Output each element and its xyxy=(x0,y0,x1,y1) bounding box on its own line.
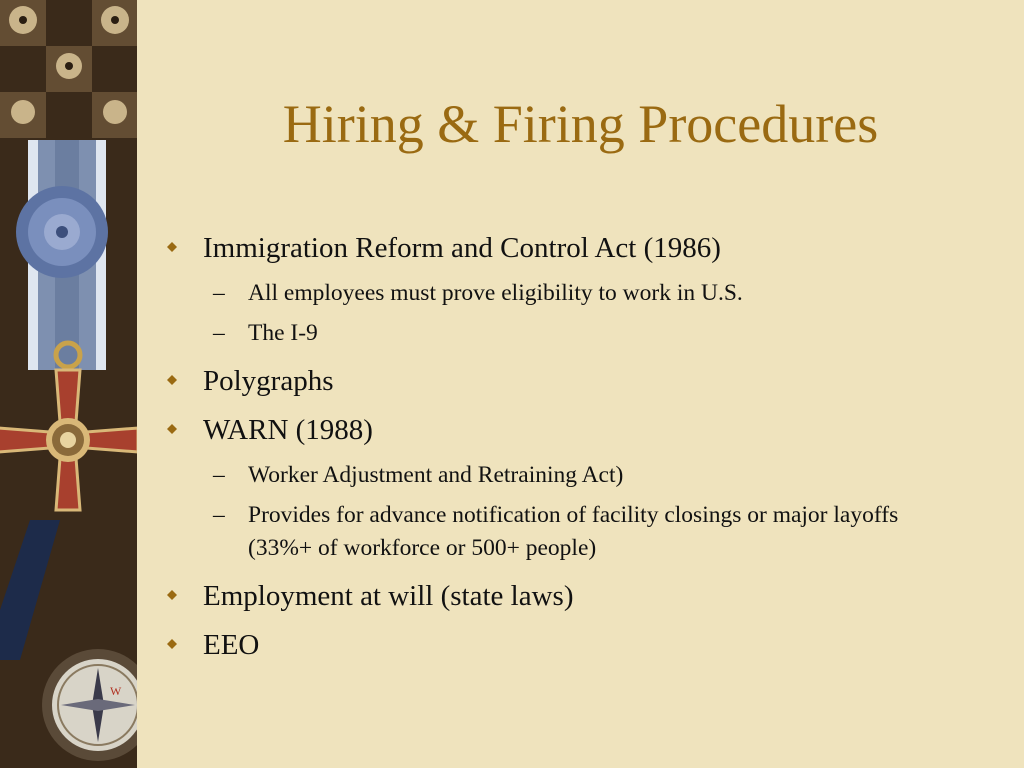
diamond-bullet-icon xyxy=(167,375,177,385)
sub-list-item xyxy=(165,499,965,565)
diamond-bullet-icon xyxy=(167,639,177,649)
list-item-text: Employment at will (state laws) xyxy=(203,580,574,612)
list-item xyxy=(165,228,965,268)
sub-list-item-text: Provides for advance notification of facility closings or major layoffs (33%+ of workforce or 500+ people) xyxy=(248,502,899,561)
list-item-text: Immigration Reform and Control Act (1986) xyxy=(203,232,721,264)
sub-list-item xyxy=(165,317,965,350)
bullet-list xyxy=(165,228,965,674)
list-item xyxy=(165,410,965,450)
sub-list-item-text: Worker Adjustment and Retraining Act) xyxy=(248,462,624,488)
dash-bullet: – xyxy=(213,320,225,346)
decorative-medal-panel xyxy=(0,0,137,768)
list-item xyxy=(165,576,965,616)
dash-bullet: – xyxy=(213,502,225,528)
diamond-bullet-icon xyxy=(167,424,177,434)
list-item-text: Polygraphs xyxy=(203,365,334,397)
dash-bullet: – xyxy=(213,462,225,488)
diamond-bullet-icon xyxy=(167,242,177,252)
sub-list-item xyxy=(165,459,965,492)
list-item-text: WARN (1988) xyxy=(203,414,373,446)
sub-list-item xyxy=(165,277,965,310)
slide-title: Hiring & Firing Procedures xyxy=(282,94,879,154)
medal-collage-image xyxy=(0,0,137,768)
list-item xyxy=(165,361,965,401)
list-item-text: EEO xyxy=(203,629,260,661)
diamond-bullet-icon xyxy=(167,590,177,600)
list-item xyxy=(165,625,965,665)
dash-bullet: – xyxy=(213,280,225,306)
svg-text:W: W xyxy=(110,684,122,698)
sub-list-item-text: All employees must prove eligibility to work in U.S. xyxy=(248,280,743,306)
sub-list-item-text: The I-9 xyxy=(248,320,318,346)
